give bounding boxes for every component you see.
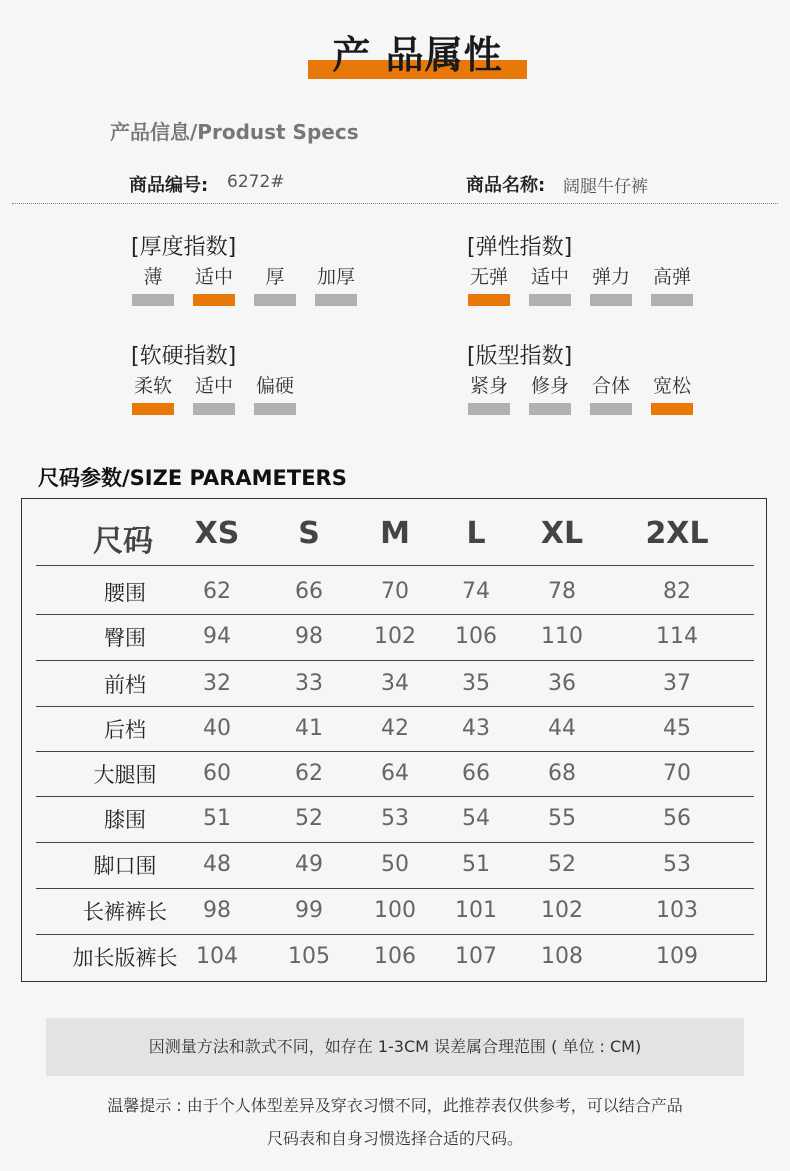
table-row-divider: [36, 565, 754, 566]
table-cell: 103: [656, 898, 698, 923]
table-row-divider: [36, 796, 754, 797]
table-cell: 54: [462, 806, 490, 831]
table-cell: 114: [656, 624, 698, 649]
table-row-divider: [36, 706, 754, 707]
index-option: 弹力: [591, 266, 630, 288]
table-cell: 53: [663, 852, 691, 877]
index-option: 厚: [265, 266, 285, 288]
table-cell: 109: [656, 944, 698, 969]
index-option: 紧身: [469, 375, 508, 397]
index-bar-selected: [132, 403, 174, 415]
index-bar: [590, 403, 632, 415]
table-cell: 62: [295, 761, 323, 786]
table-cell: 66: [295, 579, 323, 604]
product-name-value: 阔腿牛仔裤: [563, 177, 648, 197]
table-cell: 50: [381, 852, 409, 877]
index-option: 适中: [194, 266, 233, 288]
table-cell: 99: [295, 898, 323, 923]
table-cell: 45: [663, 716, 691, 741]
table-row-label: 脚口围: [93, 854, 157, 878]
table-cell: 108: [541, 944, 583, 969]
table-row-label: 膝围: [104, 808, 146, 832]
table-cell: 102: [374, 624, 416, 649]
product-info-heading: 产品信息/Produst Specs: [110, 120, 359, 144]
table-cell: 44: [548, 716, 576, 741]
table-cell: 64: [381, 761, 409, 786]
index-option: 适中: [530, 266, 569, 288]
page-title: 产 品属性: [332, 33, 503, 77]
table-cell: 36: [548, 671, 576, 696]
section-divider: [12, 203, 778, 204]
table-cell: 105: [288, 944, 330, 969]
table-row-label: 长裤裤长: [83, 900, 167, 924]
index-option: 修身: [530, 375, 569, 397]
table-row-divider: [36, 660, 754, 661]
table-cell: 106: [455, 624, 497, 649]
index-bar: [529, 403, 571, 415]
table-row-divider: [36, 614, 754, 615]
table-row-label: 加长版裤长: [72, 946, 178, 970]
table-cell: 74: [462, 579, 490, 604]
table-cell: 49: [295, 852, 323, 877]
table-cell: 48: [203, 852, 231, 877]
table-row-divider: [36, 751, 754, 752]
table-row-label: 后档: [104, 718, 146, 742]
table-cell: 56: [663, 806, 691, 831]
table-cell: 100: [374, 898, 416, 923]
table-cell: 66: [462, 761, 490, 786]
index-option: 宽松: [652, 375, 691, 397]
index-option: 薄: [143, 266, 163, 288]
size-header-cell: S: [298, 516, 320, 551]
table-cell: 94: [203, 624, 231, 649]
table-cell: 37: [663, 671, 691, 696]
table-cell: 62: [203, 579, 231, 604]
product-name-label: 商品名称:: [466, 175, 546, 196]
index-bar: [468, 403, 510, 415]
table-cell: 107: [455, 944, 497, 969]
table-cell: 70: [663, 761, 691, 786]
size-header-cell: XS: [194, 516, 240, 551]
index-bar: [254, 403, 296, 415]
size-header-cell: L: [466, 516, 486, 551]
index-bar-selected: [193, 294, 235, 306]
table-cell: 32: [203, 671, 231, 696]
table-cell: 101: [455, 898, 497, 923]
index-option: 加厚: [316, 266, 355, 288]
table-cell: 60: [203, 761, 231, 786]
table-cell: 82: [663, 579, 691, 604]
table-cell: 43: [462, 716, 490, 741]
size-header-cell: XL: [540, 516, 584, 551]
index-title: [软硬指数]: [131, 344, 237, 369]
table-cell: 53: [381, 806, 409, 831]
table-cell: 104: [196, 944, 238, 969]
index-option: 偏硬: [255, 375, 294, 397]
table-cell: 33: [295, 671, 323, 696]
index-bar-selected: [651, 403, 693, 415]
table-cell: 35: [462, 671, 490, 696]
table-row-label: 臀围: [104, 626, 146, 650]
index-option: 高弹: [652, 266, 691, 288]
table-cell: 34: [381, 671, 409, 696]
table-row-divider: [36, 842, 754, 843]
index-bar: [651, 294, 693, 306]
index-bar: [590, 294, 632, 306]
size-header-cell: M: [380, 516, 410, 551]
table-row-label: 大腿围: [93, 763, 157, 787]
table-cell: 55: [548, 806, 576, 831]
index-option: 合体: [591, 375, 630, 397]
table-cell: 68: [548, 761, 576, 786]
table-cell: 41: [295, 716, 323, 741]
product-code-value: 6272#: [227, 172, 285, 192]
measurement-note: 因测量方法和款式不同，如存在 1-3CM 误差属合理范围 ( 单位 : CM): [46, 1018, 744, 1076]
table-cell: 42: [381, 716, 409, 741]
table-cell: 52: [548, 852, 576, 877]
tip-line-2: 尺码表和自身习惯选择合适的尺码。: [266, 1129, 523, 1148]
table-cell: 40: [203, 716, 231, 741]
table-cell: 98: [295, 624, 323, 649]
size-parameters-heading: 尺码参数/SIZE PARAMETERS: [38, 466, 347, 490]
size-header-cell: 2XL: [645, 516, 709, 551]
table-row-divider: [36, 888, 754, 889]
index-title: [弹性指数]: [467, 235, 573, 260]
table-cell: 106: [374, 944, 416, 969]
index-bar-selected: [468, 294, 510, 306]
table-cell: 102: [541, 898, 583, 923]
tip-line-1: 温馨提示 : 由于个人体型差异及穿衣习惯不同，此推荐表仅供参考，可以结合产品: [107, 1096, 683, 1115]
index-title: [版型指数]: [467, 344, 573, 369]
index-bar: [193, 403, 235, 415]
table-row-label: 前档: [104, 673, 146, 697]
table-cell: 52: [295, 806, 323, 831]
index-option: 适中: [194, 375, 233, 397]
index-bar: [315, 294, 357, 306]
table-cell: 51: [203, 806, 231, 831]
index-bar: [254, 294, 296, 306]
table-cell: 70: [381, 579, 409, 604]
table-cell: 98: [203, 898, 231, 923]
index-bar: [529, 294, 571, 306]
table-cell: 78: [548, 579, 576, 604]
table-cell: 110: [541, 624, 583, 649]
index-option: 柔软: [133, 375, 172, 397]
product-code-label: 商品编号:: [129, 175, 209, 196]
table-row-divider: [36, 934, 754, 935]
index-title: [厚度指数]: [131, 235, 237, 260]
index-option: 无弹: [469, 266, 508, 288]
index-bar: [132, 294, 174, 306]
size-column-header: 尺码: [93, 524, 153, 559]
table-cell: 51: [462, 852, 490, 877]
table-row-label: 腰围: [104, 581, 146, 605]
